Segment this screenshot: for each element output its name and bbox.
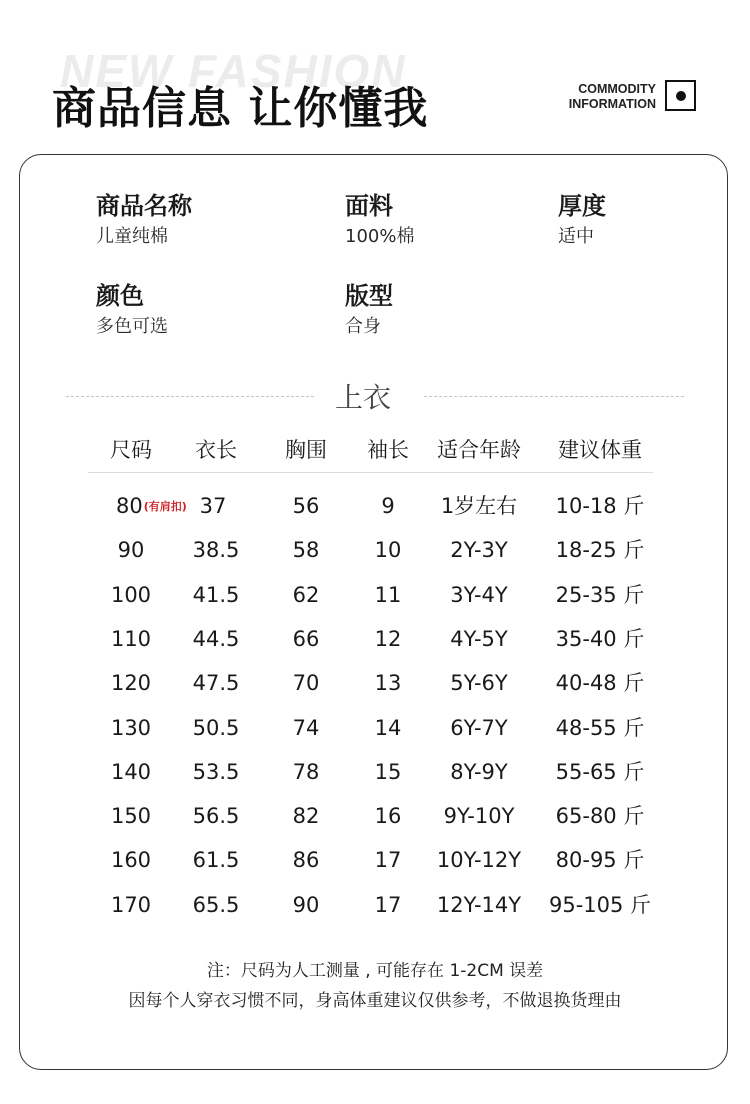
table-cell-length: 47.5 — [192, 671, 240, 696]
table-cell-length: 44.5 — [192, 626, 240, 651]
table-cell-weight: 40-48 斤 — [555, 671, 645, 696]
table-cell-weight: 25-35 斤 — [555, 582, 645, 607]
info-item-thickness — [558, 190, 606, 249]
section-divider-left — [66, 396, 314, 397]
table-cell-sleeve: 15 — [374, 759, 402, 784]
table-header-sleeve: 袖长 — [367, 438, 409, 462]
table-header-age: 适合年龄 — [437, 438, 521, 462]
dot-box-icon — [665, 80, 696, 111]
table-cell-weight: 10-18 斤 — [555, 494, 645, 518]
table-cell-chest: 82 — [292, 804, 320, 829]
table-cell-size — [116, 492, 188, 521]
table-cell-weight: 80-95 斤 — [555, 848, 645, 873]
info-label: 商品名称 — [96, 192, 192, 220]
info-item-fit — [345, 280, 393, 339]
table-cell-chest: 66 — [292, 626, 320, 651]
table-cell-age: 5Y-6Y — [450, 671, 508, 696]
table-cell-age: 4Y-5Y — [450, 626, 508, 651]
table-cell-chest: 90 — [292, 892, 320, 917]
table-cell-length: 38.5 — [192, 538, 240, 563]
table-cell-age: 3Y-4Y — [450, 582, 508, 607]
table-cell-weight: 65-80 斤 — [555, 804, 645, 829]
shoulder-button-note: (有肩扣) — [143, 500, 187, 513]
table-cell-weight: 35-40 斤 — [555, 626, 645, 651]
table-cell-age: 1岁左右 — [440, 494, 518, 518]
table-cell-chest: 62 — [292, 582, 320, 607]
info-value: 适中 — [558, 226, 594, 247]
section-title: 上衣 — [334, 381, 391, 414]
info-value: 100%棉 — [345, 226, 415, 247]
table-cell-weight: 95-105 斤 — [548, 892, 652, 917]
table-cell-chest: 70 — [292, 671, 320, 696]
table-cell-length: 56.5 — [192, 804, 240, 829]
table-cell-chest: 56 — [292, 494, 320, 518]
info-item-fabric — [345, 190, 414, 249]
table-header-length: 衣长 — [195, 438, 237, 462]
table-cell-chest: 58 — [292, 538, 320, 563]
table-cell-chest: 86 — [292, 848, 320, 873]
table-cell-sleeve: 13 — [374, 671, 402, 696]
table-cell-age: 2Y-3Y — [450, 538, 508, 563]
table-header-chest: 胸围 — [285, 438, 327, 462]
info-value: 多色可选 — [96, 316, 168, 337]
page-title: 商品信息 让你懂我 — [52, 83, 429, 134]
table-cell-sleeve: 16 — [374, 804, 402, 829]
table-cell-sleeve: 14 — [374, 715, 402, 740]
table-cell-weight: 18-25 斤 — [555, 538, 645, 563]
table-cell-size: 120 — [110, 671, 152, 696]
table-cell-sleeve: 9 — [381, 494, 395, 518]
info-label: 版型 — [345, 282, 393, 310]
table-cell-size: 150 — [110, 804, 152, 829]
table-cell-length: 65.5 — [192, 892, 240, 917]
table-header-weight: 建议体重 — [558, 438, 642, 462]
table-cell-size: 100 — [110, 582, 152, 607]
table-header-divider — [88, 472, 653, 473]
table-cell-size: 110 — [110, 626, 152, 651]
info-value: 合身 — [345, 316, 381, 337]
info-label: 面料 — [345, 192, 393, 220]
table-cell-length: 61.5 — [192, 848, 240, 873]
table-cell-size: 90 — [117, 538, 145, 563]
table-cell-size: 160 — [110, 848, 152, 873]
info-item-color — [96, 280, 168, 339]
table-cell-sleeve: 17 — [374, 848, 402, 873]
table-cell-age: 6Y-7Y — [450, 715, 508, 740]
table-cell-size: 170 — [110, 892, 152, 917]
english-subtitle-line1: COMMODITY — [578, 82, 656, 96]
table-cell-weight: 55-65 斤 — [555, 759, 645, 784]
info-label: 厚度 — [558, 192, 606, 220]
table-cell-sleeve: 11 — [374, 582, 402, 607]
table-cell-sleeve: 17 — [374, 892, 402, 917]
table-header-size: 尺码 — [110, 438, 152, 462]
table-cell-age: 12Y-14Y — [436, 892, 522, 917]
english-subtitle — [548, 82, 656, 112]
table-cell-age: 10Y-12Y — [436, 848, 522, 873]
table-cell-size: 140 — [110, 759, 152, 784]
table-cell-age: 8Y-9Y — [450, 759, 508, 784]
table-cell-weight: 48-55 斤 — [555, 715, 645, 740]
info-value: 儿童纯棉 — [96, 226, 168, 247]
table-cell-chest: 74 — [292, 715, 320, 740]
english-subtitle-line2: INFORMATION — [568, 97, 656, 111]
size-value: 80 — [116, 494, 143, 518]
table-cell-sleeve: 10 — [374, 538, 402, 563]
table-cell-length: 37 — [199, 494, 227, 518]
note-line-1: 注：尺码为人工测量 , 可能存在 1-2CM 误差 — [206, 961, 544, 981]
table-cell-age: 9Y-10Y — [443, 804, 515, 829]
table-cell-length: 50.5 — [192, 715, 240, 740]
table-cell-size: 130 — [110, 715, 152, 740]
section-divider-right — [424, 396, 684, 397]
info-label: 颜色 — [96, 282, 144, 310]
table-cell-length: 53.5 — [192, 759, 240, 784]
background-watermark-text: NEW FASHION — [60, 45, 407, 97]
info-item-name — [96, 190, 192, 249]
table-cell-sleeve: 12 — [374, 626, 402, 651]
table-cell-length: 41.5 — [192, 582, 240, 607]
table-cell-chest: 78 — [292, 759, 320, 784]
note-line-2: 因每个人穿衣习惯不同，身高体重建议仅供参考，不做退换货理由 — [128, 991, 622, 1011]
